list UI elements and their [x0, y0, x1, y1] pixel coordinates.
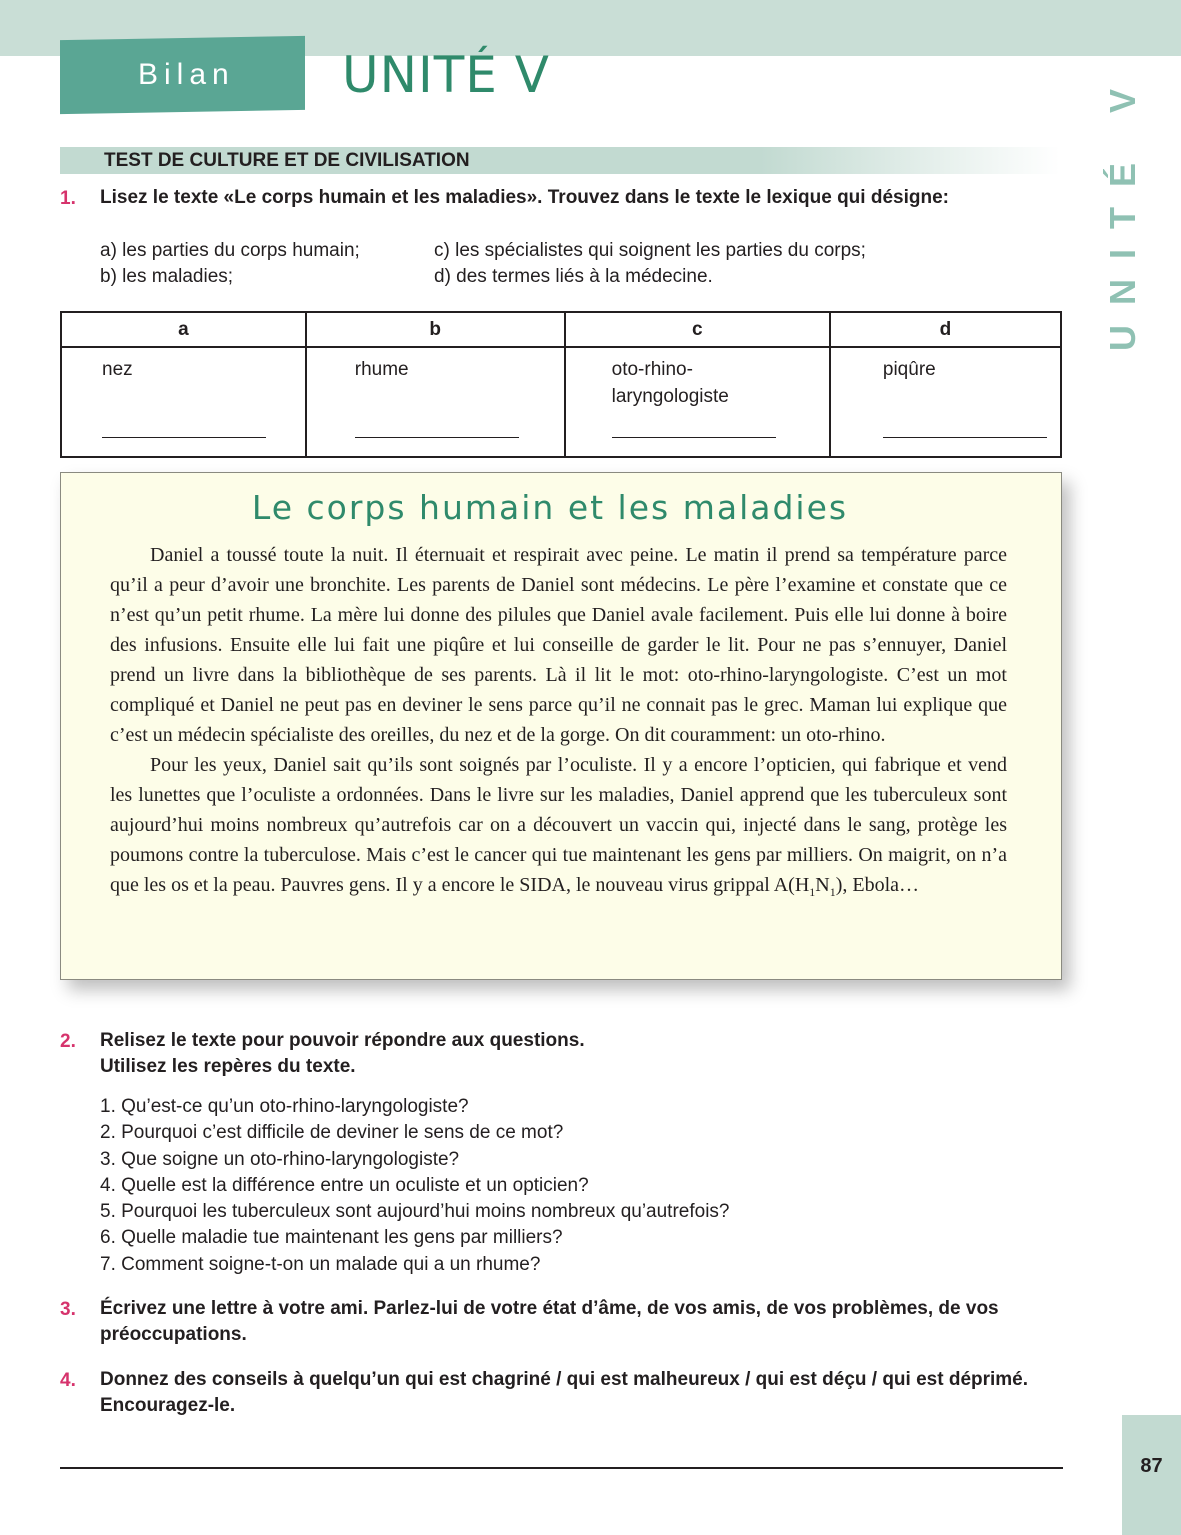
option-b: b) les maladies; — [100, 266, 234, 287]
reading-body — [110, 540, 1007, 907]
exercise-4-instruction-line1: Donnez des conseils à quelqu’un qui est chagriné / qui est malheureux / qui est déçu / qui est déprimé. — [100, 1369, 1029, 1390]
question-item: 2. Pourquoi c’est difficile de deviner le sens de ce mot? — [100, 1122, 564, 1144]
question-item: 6. Quelle maladie tue maintenant les gens par milliers? — [100, 1227, 563, 1249]
exercise-2-instruction-line1: Relisez le texte pour pouvoir répondre aux questions. — [100, 1030, 585, 1051]
cell-c-text-line2: laryngologiste — [611, 386, 729, 407]
question-item: 7. Comment soigne-t-on un malade qui a un rhume? — [100, 1253, 541, 1275]
cell-a — [61, 347, 306, 457]
cell-c — [565, 347, 830, 457]
cell-b — [306, 347, 565, 457]
cell-c-text: oto-rhino- — [611, 359, 693, 380]
side-unit-text: UNITÉ V — [1102, 68, 1143, 352]
virus-n: N — [815, 874, 830, 896]
vocabulary-table — [60, 311, 1062, 458]
page-number-box — [1122, 1415, 1181, 1535]
exercise-4-instruction-line2: Encouragez-le. — [100, 1395, 236, 1416]
question-list — [100, 1094, 730, 1278]
side-unit-label — [1098, 68, 1148, 352]
section-header — [60, 147, 1060, 174]
table-row — [61, 347, 1061, 457]
subscript-n: 1 — [829, 885, 836, 899]
answer-line-c[interactable] — [612, 437, 776, 438]
reading-paragraph-2-text: Pour les yeux, Daniel sait qu’ils sont soignés par l’oculiste. Il y a encore l’opticien, qui fabrique et vend les lunettes que l’oculiste a ordonnées. Dans le livre sur les maladies, Daniel apprend que les tuberculeux sont aujourd’hui moins nombreux qu’autrefois car on a découvert un vaccin qui, injecté dans le sang, protège les poumons contre la tuberculose. Mais c’est le cancer qui tue maintenant les gens par milliers. On maigrit, on n’a que les os et la peau. Pauvres gens. Il y a encore le SIDA, le nouveau virus grippal A( — [110, 754, 1007, 896]
exercise-3-number: 3. — [60, 1299, 76, 1320]
question-item: 3. Que soigne un oto-rhino-laryngologiste? — [100, 1148, 460, 1170]
exercise-3-instruction-line1: Écrivez une lettre à votre ami. Parlez-lui de votre état d’âme, de vos amis, de vos problèmes, de vos — [100, 1298, 999, 1319]
reading-paragraph-2-end: ), Ebola… — [835, 874, 920, 896]
question-item: 4. Quelle est la différence entre un oculiste et un opticien? — [100, 1174, 589, 1196]
reading-paragraph-1: Daniel a toussé toute la nuit. Il éternuait et respirait avec peine. Le matin il prend sa température parce qu’il a peur d’avoir une bronchite. Les parents de Daniel sont médecins. Le père l’examine et constate que ce n’est qu’un petit rhume. La mère lui donne des pilules que Daniel avale facilement. Puis elle lui donne à boire des infusions. Ensuite elle lui fait une piqûre et lui conseille de garder le lit. Pour ne pas s’ennuyer, Daniel prend un livre dans la bibliothèque de ses parents. Là il lit le mot: oto-rhino-laryngologiste. C’est un mot compliqué et Daniel ne peut pas en deviner le sens parce qu’il ne connait pas le grec. Maman lui explique que c’est un médecin spécialiste des oreilles, du nez et de la gorge. On dit couramment: un oto-rhino. — [110, 544, 1007, 746]
footer-divider — [60, 1467, 1063, 1469]
cell-d-text: piqûre — [882, 359, 936, 380]
cell-a-text: nez — [102, 359, 133, 380]
option-d: d) des termes liés à la médecine. — [434, 266, 713, 287]
exercise-3-instruction-line2: préoccupations. — [100, 1324, 247, 1345]
bilan-label: Bilan — [138, 58, 235, 91]
exercise-2-number: 2. — [60, 1031, 76, 1052]
column-header-a: a — [61, 312, 306, 347]
column-header-c: c — [565, 312, 830, 347]
exercise-4-number: 4. — [60, 1370, 76, 1391]
exercise-1-instruction: Lisez le texte «Le corps humain et les maladies». Trouvez dans le texte le lexique qui désigne: — [100, 187, 949, 208]
table-header-row — [61, 312, 1061, 347]
answer-line-b[interactable] — [355, 437, 519, 438]
section-title: TEST DE CULTURE ET DE CIVILISATION — [104, 150, 470, 171]
page-number: 87 — [1140, 1455, 1163, 1477]
cell-d — [830, 347, 1061, 457]
answer-line-a[interactable] — [102, 437, 266, 438]
unit-title: UNITÉ V — [342, 46, 550, 104]
column-header-d: d — [830, 312, 1061, 347]
option-c: c) les spécialistes qui soignent les parties du corps; — [434, 240, 866, 261]
cell-b-text: rhume — [354, 359, 409, 380]
question-item: 5. Pourquoi les tuberculeux sont aujourd’hui moins nombreux qu’autrefois? — [100, 1201, 730, 1223]
reading-title: Le corps humain et les maladies — [251, 488, 849, 527]
virus-h: H — [794, 874, 810, 896]
option-a: a) les parties du corps humain; — [100, 240, 360, 261]
reading-paragraph-2 — [110, 750, 1007, 907]
subscript-h: 1 — [809, 885, 816, 899]
exercise-1-number: 1. — [60, 188, 76, 209]
exercise-2-instruction-line2: Utilisez les repères du texte. — [100, 1056, 356, 1077]
answer-line-d[interactable] — [883, 437, 1047, 438]
column-header-b: b — [306, 312, 565, 347]
question-item: 1. Qu’est-ce qu’un oto-rhino-laryngologiste? — [100, 1096, 469, 1117]
